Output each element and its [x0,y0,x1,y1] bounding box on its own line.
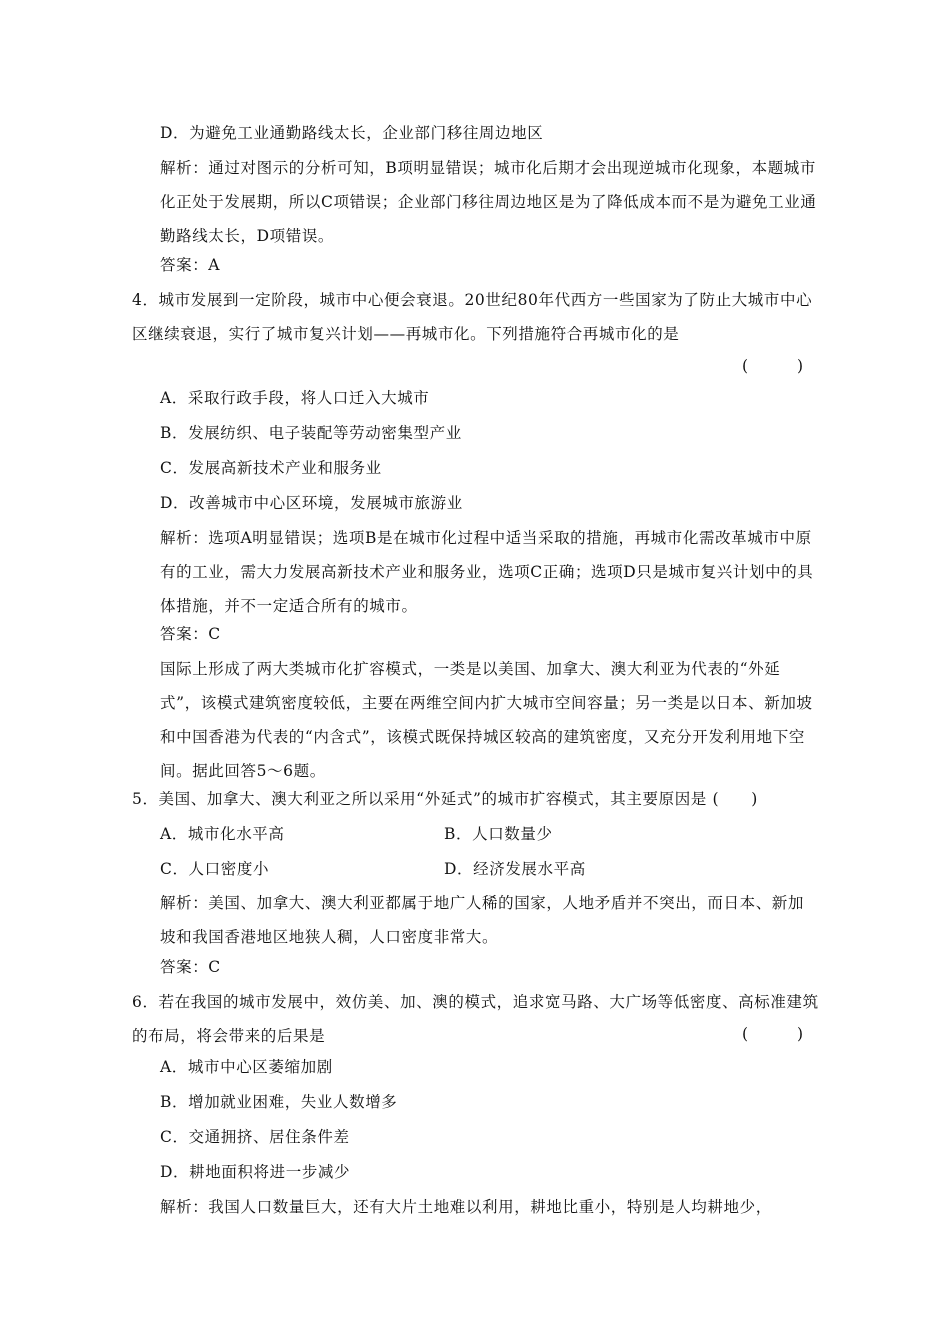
q5-option-b: B．人口数量少 [444,825,553,843]
q5-option-c: C．人口密度小 [160,860,270,878]
q4-option-d: D．改善城市中心区环境，发展城市旅游业 [160,494,463,512]
q3-answer: 答案：A [160,256,221,274]
q4-answer: 答案：C [160,625,221,643]
q5-answer: 答案：C [160,958,221,976]
q6-option-b: B．增加就业困难，失业人数增多 [160,1093,398,1111]
q4-stem: 4．城市发展到一定阶段，城市中心便会衰退。20世纪80年代西方一些国家为了防止大城市中心区继续衰退，实行了城市复兴计划——再城市化。下列措施符合再城市化的是 [132,291,813,343]
q5-stem: 5．美国、加拿大、澳大利亚之所以采用“外延式”的城市扩容模式，其主要原因是 ( ) [132,790,758,808]
q5-option-d: D．经济发展水平高 [444,860,586,878]
intro-passage: 国际上形成了两大类城市化扩容模式，一类是以美国、加拿大、澳大利亚为代表的“外延式”，该模式建筑密度较低，主要在两维空间内扩大城市空间容量；另一类是以日本、新加坡和中国香港为代表的“内含式”，该模式既保持城区较高的建筑密度，又充分开发利用地下空间。据此回答5～6题。 [160,660,813,780]
q6-option-d: D．耕地面积将进一步减少 [160,1163,351,1181]
q5-option-a: A．城市化水平高 [160,825,285,843]
q6-option-c: C．交通拥挤、居住条件差 [160,1128,350,1146]
q4-option-c: C．发展高新技术产业和服务业 [160,459,382,477]
q4-analysis: 解析：选项A明显错误；选项B是在城市化过程中适当采取的措施，再城市化需改革城市中原有的工业，需大力发展高新技术产业和服务业，选项C正确；选项D只是城市复兴计划中的具体措施，并不一定适合所有的城市。 [160,529,814,615]
q4-answer-blank: ( ) [742,357,810,375]
q6-analysis: 解析：我国人口数量巨大，还有大片土地难以利用，耕地比重小，特别是人均耕地少， [160,1198,772,1216]
q5-analysis: 解析：美国、加拿大、澳大利亚都属于地广人稀的国家，人地矛盾并不突出，而日本、新加坡和我国香港地区地狭人稠，人口密度非常大。 [160,894,805,946]
q6-stem: 6．若在我国的城市发展中，效仿美、加、澳的模式，追求宽马路、大广场等低密度、高标准建筑的布局，将会带来的后果是 [132,993,819,1045]
q4-option-a: A．采取行政手段，将人口迁入大城市 [160,389,430,407]
q3-option-d: D．为避免工业通勤路线太长，企业部门移往周边地区 [160,124,544,142]
q6-answer-blank: ( ) [742,1025,810,1043]
q6-option-a: A．城市中心区萎缩加剧 [160,1058,333,1076]
q4-option-b: B．发展纺织、电子装配等劳动密集型产业 [160,424,462,442]
q3-analysis: 解析：通过对图示的分析可知，B项明显错误；城市化后期才会出现逆城市化现象，本题城市化正处于发展期，所以C项错误；企业部门移往周边地区是为了降低成本而不是为避免工业通勤路线太长，D项错误。 [160,159,817,245]
